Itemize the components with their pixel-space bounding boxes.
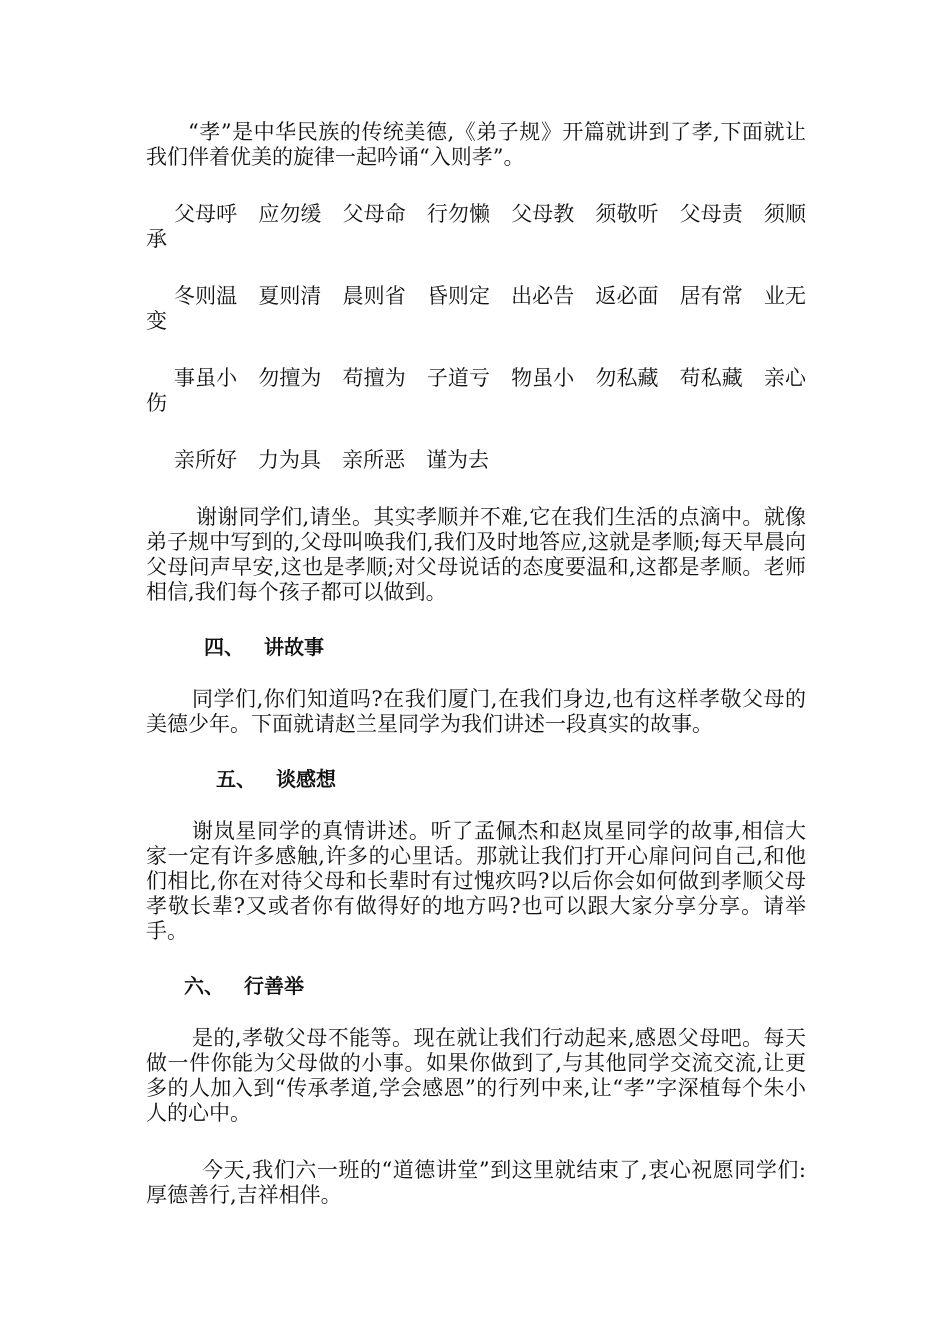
section-number: 四、 — [204, 635, 244, 659]
section-5-body: 谢岚星同学的真情讲述。听了孟佩杰和赵岚星同学的故事,相信大家一定有许多感触,许多的心里话。那就让我们打开心扉问问自己,和他们相比,你在对待父母和长辈时有过愧疚吗?以后你会如何做到孝顺父母孝敬长辈?又或者你有做得好的地方吗?也可以跟大家分享分享。请举手。 — [146, 819, 806, 943]
verse-line-2: 冬则温 夏则清 晨则省 昏则定 出必告 返必面 居有常 业无变 — [146, 284, 806, 333]
section-heading-5 — [146, 765, 806, 793]
section-heading-6 — [146, 972, 806, 1000]
verse-line-1: 父母呼 应勿缓 父母命 行勿懒 父母教 须敬听 父母责 须顺承 — [146, 202, 806, 251]
verse-line-4: 亲所好 力为具 亲所恶 谨为去 — [174, 448, 489, 472]
section-number: 五、 — [216, 767, 256, 791]
intro-paragraph: “孝”是中华民族的传统美德,《弟子规》开篇就讲到了孝,下面就让我们伴着优美的旋律一起吟诵“入则孝”。 — [146, 120, 806, 169]
section-title: 行善举 — [244, 974, 304, 998]
thanks-paragraph: 谢谢同学们,请坐。其实孝顺并不难,它在我们生活的点滴中。就像弟子规中写到的,父母叫唤我们,我们及时地答应,这就是孝顺;每天早晨向父母问声早安,这也是孝顺;对父母说话的态度要温和,这都是孝顺。老师相信,我们每个孩子都可以做到。 — [146, 505, 806, 604]
section-title: 讲故事 — [264, 635, 324, 659]
section-4-body: 同学们,你们知道吗?在我们厦门,在我们身边,也有这样孝敬父母的美德少年。下面就请赵兰星同学为我们讲述一段真实的故事。 — [146, 687, 806, 736]
section-number: 六、 — [184, 974, 224, 998]
section-6-body: 是的,孝敬父母不能等。现在就让我们行动起来,感恩父母吧。每天做一件你能为父母做的小事。如果你做到了,与其他同学交流交流,让更多的人加入到“传承孝道,学会感恩”的行列中来,让“孝”字深植每个朱小人的心中。 — [146, 1026, 806, 1125]
verse-line-3: 事虽小 勿擅为 苟擅为 子道亏 物虽小 勿私藏 苟私藏 亲心伤 — [146, 366, 806, 415]
section-title: 谈感想 — [276, 767, 336, 791]
closing-paragraph: 今天,我们六一班的“道德讲堂”到这里就结束了,衷心祝愿同学们:厚德善行,吉祥相伴。 — [146, 1158, 806, 1207]
section-heading-4 — [146, 633, 806, 661]
document-page — [146, 120, 806, 1208]
